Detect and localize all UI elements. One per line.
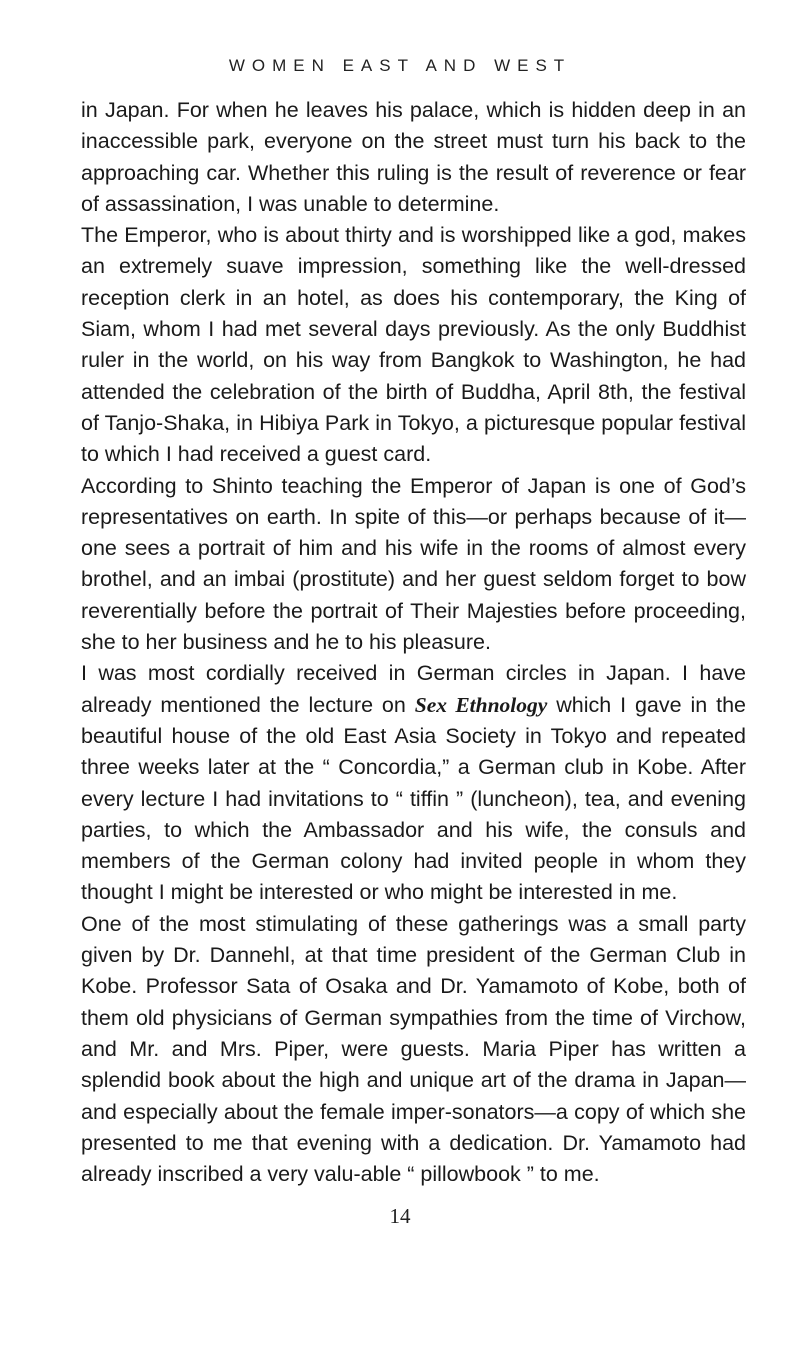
paragraph-1: in Japan. For when he leaves his palace, which is hidden deep in an inaccessible park, everyone on the street must turn his back to the approaching car. Whether this ruling is the result of reverence or fear of assassination, I was unable to determine. (81, 98, 746, 216)
paragraph-4 (81, 658, 746, 908)
paragraph-4-after: which I gave in the beautiful house of the old East Asia Society in Tokyo and repeated three weeks later at the “ Concordia,” a German club in Kobe. After every lecture I had invitations to “ tiffin ” (luncheon), tea, and evening parties, to which the Ambassador and his wife, the consuls and members of the German colony had invited people in whom they thought I might be interested or who might be interested in me. (81, 692, 746, 905)
paragraph-2: The Emperor, who is about thirty and is worshipped like a god, makes an extremely suave impression, something like the well-dressed reception clerk in an hotel, as does his contemporary, the King of Siam, whom I had met several days previously. As the only Buddhist ruler in the world, on his way from Bangkok to Washington, he had attended the celebration of the birth of Buddha, April 8th, the festival of Tanjo-Shaka, in Hibiya Park in Tokyo, a picturesque popular festival to which I had received a guest card. (81, 223, 746, 467)
paragraph-5: One of the most stimulating of these gatherings was a small party given by Dr. Dannehl, at that time president of the German Club in Kobe. Professor Sata of Osaka and Dr. Yamamoto of Kobe, both of them old physicians of German sympathies from the time of Virchow, and Mr. and Mrs. Piper, were guests. Maria Piper has written a splendid book about the high and unique art of the drama in Japan—and especially about the female imper-sonators—a copy of which she presented to me that evening with a dedication. Dr. Yamamoto had already inscribed a very valu-able “ pillowbook ” to me. (81, 911, 746, 1187)
body-text (81, 95, 746, 1190)
running-head: WOMEN EAST AND WEST (228, 56, 572, 75)
paragraph-4-before: I was most cordially received in German circles in Japan. I have already mentioned the lecture on (81, 661, 746, 717)
page-number: 14 (389, 1204, 411, 1228)
paragraph-3: According to Shinto teaching the Emperor of Japan is one of God’s representatives on earth. In spite of this—or perhaps because of it—one sees a portrait of him and his wife in the rooms of almost every brothel, and an imbai (prostitute) and her guest seldom forget to bow reverentially before the portrait of Their Majesties before proceeding, she to her business and he to his pleasure. (81, 473, 746, 655)
book-title-italic: Sex Ethnology (414, 692, 548, 717)
